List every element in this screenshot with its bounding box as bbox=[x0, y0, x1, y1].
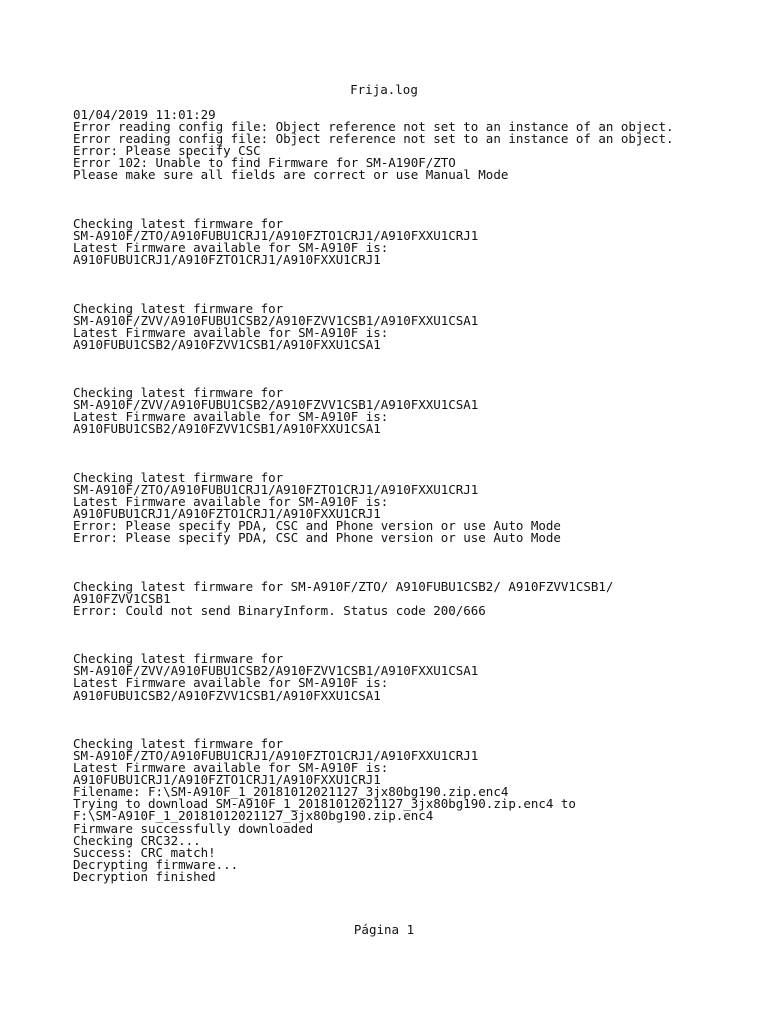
log-line: Checking latest firmware for SM-A910F/ZTO/ A910FUBU1CSB2/ A910FZVV1CSB1/ bbox=[73, 578, 614, 594]
log-line: A910FUBU1CRJ1/A910FZTO1CRJ1/A910FXXU1CRJ1 bbox=[73, 772, 381, 788]
log-line bbox=[73, 278, 733, 290]
log-line: Latest Firmware available for SM-A910F is: bbox=[73, 675, 389, 691]
log-line bbox=[73, 351, 733, 363]
log-line: SM-A910F/ZVV/A910FUBU1CSB2/A910FZVV1CSB1/A910FXXU1CSA1 bbox=[73, 397, 479, 413]
log-line: Error: Please specify PDA, CSC and Phone version or use Auto Mode bbox=[73, 518, 561, 534]
log-line: Checking latest firmware for bbox=[73, 651, 284, 667]
page-number: Página 1 bbox=[353, 922, 415, 937]
log-line: Checking latest firmware for bbox=[73, 215, 284, 231]
log-line bbox=[73, 436, 733, 448]
log-line: Latest Firmware available for SM-A910F is: bbox=[73, 240, 389, 256]
log-line bbox=[73, 266, 733, 278]
log-line bbox=[73, 617, 733, 629]
log-line: Latest Firmware available for SM-A910F is: bbox=[73, 409, 389, 425]
log-line: F:\SM-A910F_1_20181012021127_3jx80bg190.zip.enc4 bbox=[73, 808, 434, 824]
log-line: SM-A910F/ZVV/A910FUBU1CSB2/A910FZVV1CSB1/A910FXXU1CSA1 bbox=[73, 663, 479, 679]
log-line: Error: Please specify PDA, CSC and Phone version or use Auto Mode bbox=[73, 530, 561, 546]
log-line: SM-A910F/ZTO/A910FUBU1CRJ1/A910FZTO1CRJ1/A910FXXU1CRJ1 bbox=[73, 747, 479, 763]
log-line: Checking latest firmware for bbox=[73, 735, 284, 751]
log-line: A910FUBU1CRJ1/A910FZTO1CRJ1/A910FXXU1CRJ1 bbox=[73, 252, 381, 268]
log-line bbox=[73, 194, 733, 206]
log-line: SM-A910F/ZTO/A910FUBU1CRJ1/A910FZTO1CRJ1/A910FXXU1CRJ1 bbox=[73, 227, 479, 243]
log-line bbox=[73, 702, 733, 714]
log-line: Error 102: Unable to find Firmware for SM-A190F/ZTO bbox=[73, 155, 456, 171]
log-line bbox=[73, 629, 733, 641]
log-line: A910FZVV1CSB1 bbox=[73, 590, 171, 606]
log-line: Latest Firmware available for SM-A910F is: bbox=[73, 494, 389, 509]
log-line: 01/04/2019 11:01:29 bbox=[73, 107, 216, 122]
document-title: Frija.log bbox=[350, 82, 418, 97]
log-line: Filename: F:\SM-A910F_1_20181012021127_3jx80bg190.zip.enc4 bbox=[73, 784, 509, 800]
log-line: SM-A910F/ZTO/A910FUBU1CRJ1/A910FZTO1CRJ1/A910FXXU1CRJ1 bbox=[73, 481, 479, 497]
log-line: Firmware successfully downloaded bbox=[73, 820, 314, 836]
log-line: Checking latest firmware for bbox=[73, 469, 284, 485]
log-line: Error: Could not send BinaryInform. Status code 200/666 bbox=[73, 602, 486, 618]
log-line: Checking latest firmware for bbox=[73, 385, 284, 401]
log-line: Error reading config file: Object reference not set to an instance of an object. bbox=[73, 131, 674, 147]
log-line bbox=[73, 714, 733, 726]
log-line: Success: CRC match! bbox=[73, 844, 216, 860]
log-line: A910FUBU1CSB2/A910FZVV1CSB1/A910FXXU1CSA1 bbox=[73, 687, 381, 703]
log-body bbox=[73, 109, 733, 883]
log-line bbox=[73, 448, 733, 460]
log-line: Decrypting firmware... bbox=[73, 856, 239, 872]
log-line: Error: Please specify CSC bbox=[73, 143, 261, 159]
log-line: SM-A910F/ZVV/A910FUBU1CSB2/A910FZVV1CSB1/A910FXXU1CSA1 bbox=[73, 312, 479, 328]
log-line bbox=[73, 544, 733, 556]
log-line: Error reading config file: Object reference not set to an instance of an object. bbox=[73, 119, 674, 135]
log-line: Latest Firmware available for SM-A910F is: bbox=[73, 760, 389, 776]
log-line: A910FUBU1CSB2/A910FZVV1CSB1/A910FXXU1CSA1 bbox=[73, 336, 381, 352]
log-line: Checking latest firmware for bbox=[73, 300, 284, 316]
log-line bbox=[73, 363, 733, 375]
log-line: A910FUBU1CRJ1/A910FZTO1CRJ1/A910FXXU1CRJ1 bbox=[73, 506, 381, 522]
log-line: Decryption finished bbox=[73, 868, 216, 884]
log-line: Latest Firmware available for SM-A910F is: bbox=[73, 324, 389, 340]
log-line: Please make sure all fields are correct or use Manual Mode bbox=[73, 167, 509, 183]
log-line: Trying to download SM-A910F_1_20181012021127_3jx80bg190.zip.enc4 to bbox=[73, 796, 576, 812]
log-line bbox=[73, 556, 733, 568]
log-line bbox=[73, 182, 733, 194]
log-line: A910FUBU1CSB2/A910FZVV1CSB1/A910FXXU1CSA1 bbox=[73, 421, 381, 437]
log-line: Checking CRC32... bbox=[73, 832, 201, 848]
